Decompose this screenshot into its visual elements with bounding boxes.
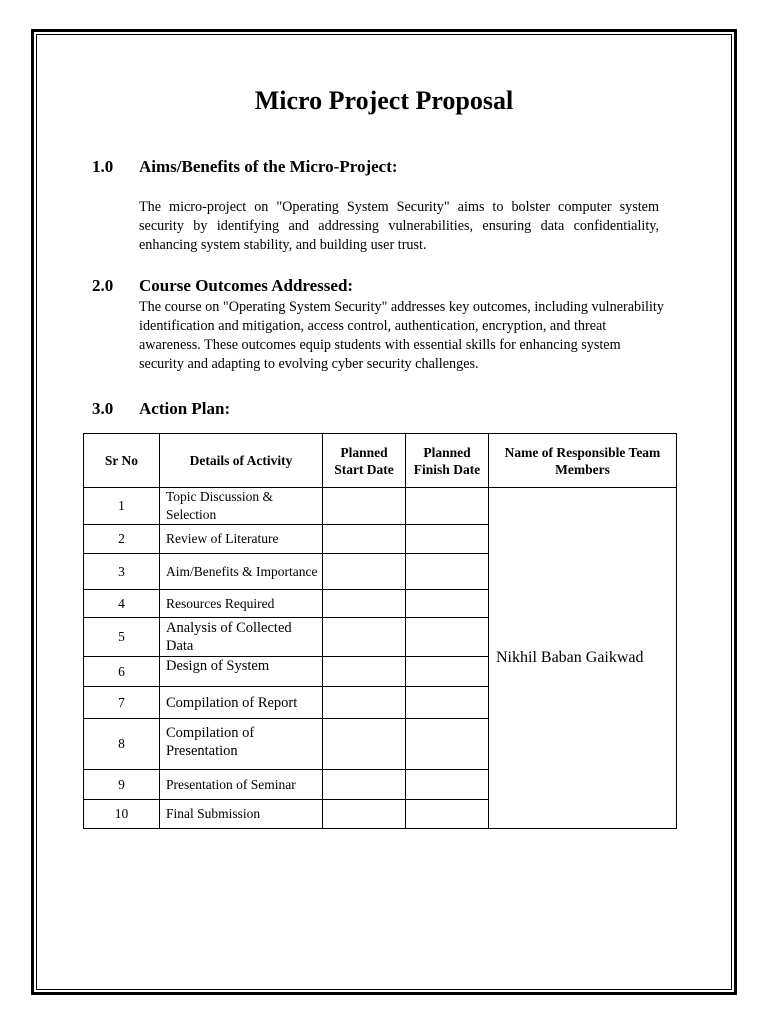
responsible-member: Nikhil Baban Gaikwad (489, 488, 677, 829)
row-activity: Analysis of Collected Data (160, 618, 323, 657)
row-sr: 4 (84, 590, 160, 618)
row-start (323, 657, 406, 687)
row-start (323, 554, 406, 590)
header-start-date: Planned Start Date (323, 434, 406, 488)
section-3-heading: Action Plan: (139, 399, 231, 418)
row-sr: 10 (84, 800, 160, 829)
section-2-heading: Course Outcomes Addressed: (139, 276, 354, 295)
section-3-number: 3.0 (92, 399, 114, 418)
row-finish (406, 618, 489, 657)
row-finish (406, 719, 489, 770)
row-start (323, 488, 406, 525)
row-activity: Compilation of Report (160, 687, 323, 719)
header-details: Details of Activity (160, 434, 323, 488)
section-2-body: The course on "Operating System Security" addresses key outcomes, including vulnerability identification and mitigation, access control, authentication, encryption, and threat awareness. These outcomes equip students with essential skills for enhancing system security and adapting to evolving cyber security challenges. (139, 299, 664, 372)
row-activity: Compilation of Presentation (160, 719, 323, 770)
row-sr: 5 (84, 618, 160, 657)
row-sr: 3 (84, 554, 160, 590)
row-activity: Design of System (160, 657, 323, 687)
row-activity: Aim/Benefits & Importance (160, 554, 323, 590)
row-start (323, 525, 406, 554)
row-start (323, 770, 406, 800)
row-finish (406, 554, 489, 590)
row-sr: 7 (84, 687, 160, 719)
row-sr: 1 (84, 488, 160, 525)
table-row (84, 488, 677, 525)
header-sr-no: Sr No (84, 434, 160, 488)
row-start (323, 590, 406, 618)
section-1-heading: Aims/Benefits of the Micro-Project: (139, 157, 398, 176)
row-start (323, 719, 406, 770)
row-finish (406, 590, 489, 618)
row-start (323, 687, 406, 719)
row-start (323, 800, 406, 829)
row-finish (406, 525, 489, 554)
row-activity: Topic Discussion & Selection (160, 488, 323, 525)
action-plan-table (83, 433, 677, 829)
row-sr: 8 (84, 719, 160, 770)
header-finish-date: Planned Finish Date (406, 434, 489, 488)
row-activity: Final Submission (160, 800, 323, 829)
row-finish (406, 770, 489, 800)
row-sr: 9 (84, 770, 160, 800)
section-1-number: 1.0 (92, 157, 114, 176)
section-1-body: The micro-project on "Operating System Security" aims to bolster computer system security by identifying and addressing vulnerabilities, ensuring data confidentiality, enhancing system stability, and building user trust. (139, 199, 659, 253)
row-activity: Presentation of Seminar (160, 770, 323, 800)
header-members: Name of Responsible Team Members (489, 434, 677, 488)
row-sr: 6 (84, 657, 160, 687)
row-sr: 2 (84, 525, 160, 554)
section-2-number: 2.0 (92, 276, 114, 295)
row-finish (406, 657, 489, 687)
row-activity: Resources Required (160, 590, 323, 618)
row-finish (406, 488, 489, 525)
row-start (323, 618, 406, 657)
row-finish (406, 800, 489, 829)
table-header-row (84, 434, 677, 488)
document-title: Micro Project Proposal (254, 86, 514, 115)
row-finish (406, 687, 489, 719)
row-activity: Review of Literature (160, 525, 323, 554)
